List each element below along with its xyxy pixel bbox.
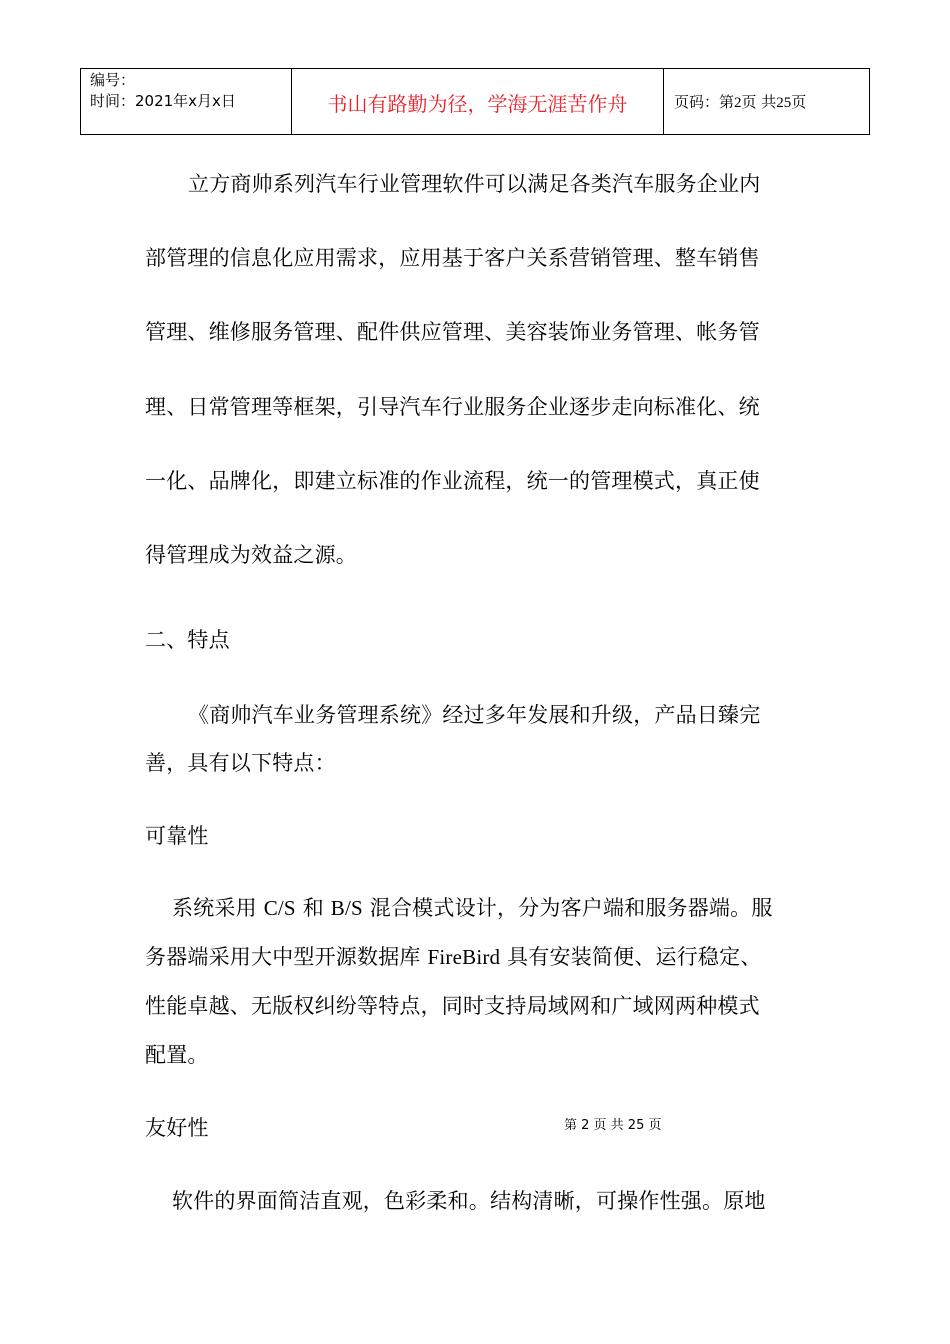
p3-line-3: 性能卓越、无版权纠纷等特点，同时支持局域网和广域网两种模式 xyxy=(145,994,760,1018)
firebird-term: FireBird xyxy=(427,945,501,969)
bs-term: B/S xyxy=(330,896,363,920)
number-label: 编号： xyxy=(90,71,136,89)
p1-line-5: 一化、品牌化，即建立标准的作业流程，统一的管理模式，真正使 xyxy=(145,469,760,493)
section-heading: 二、特点 xyxy=(145,628,230,652)
p3-line-2 xyxy=(145,943,762,971)
page-total: 25 xyxy=(776,95,792,111)
p2-line-2: 善，具有以下特点： xyxy=(145,751,336,775)
time-label: 时间：2021年x月x日 xyxy=(90,92,236,110)
page-current: 2 xyxy=(734,95,742,111)
p1-line-6: 得管理成为效益之源。 xyxy=(145,543,357,567)
motto: 书山有路勤为径，学海无涯苦作舟 xyxy=(327,92,628,116)
p4-line-1: 软件的界面简洁直观，色彩柔和。结构清晰，可操作性强。原地 xyxy=(172,1189,766,1213)
p1-line-2: 部管理的信息化应用需求，应用基于客户关系营销管理、整车销售 xyxy=(145,246,760,270)
p3-text-e: 具有安装简便、运行稳定、 xyxy=(500,945,762,969)
p1-line-4: 理、日常管理等框架，引导汽车行业服务企业逐步走向标准化、统 xyxy=(145,395,760,419)
cs-term: C/S xyxy=(263,896,296,920)
p3-line-1 xyxy=(172,894,773,922)
p1-line-1: 立方商帅系列汽车行业管理软件可以满足各类汽车服务企业内 xyxy=(188,172,761,196)
document-header xyxy=(80,68,870,135)
p3-text-b: 和 xyxy=(295,896,331,920)
header-page-cell xyxy=(664,69,870,135)
page-suffix: 页 xyxy=(791,93,807,111)
p1-line-3: 管理、维修服务管理、配件供应管理、美容装饰业务管理、帐务管 xyxy=(145,320,760,344)
reliability-heading: 可靠性 xyxy=(145,824,209,848)
p2-line-1: 《商帅汽车业务管理系统》经过多年发展和升级，产品日臻完 xyxy=(188,703,761,727)
p3-text-d: 务器端采用大中型开源数据库 xyxy=(145,945,428,969)
p3-text-a: 系统采用 xyxy=(172,896,264,920)
page-prefix: 页码：第 xyxy=(674,93,735,111)
page-footer: 第 2 页 共 25 页 xyxy=(564,1118,662,1133)
p3-line-4: 配置。 xyxy=(145,1043,209,1067)
page-mid: 页 共 xyxy=(741,93,777,111)
header-meta-cell xyxy=(81,69,292,135)
header-motto-cell xyxy=(292,69,664,135)
friendly-heading: 友好性 xyxy=(145,1116,209,1140)
p3-text-c: 混合模式设计，分为客户端和服务器端。服 xyxy=(362,896,773,920)
